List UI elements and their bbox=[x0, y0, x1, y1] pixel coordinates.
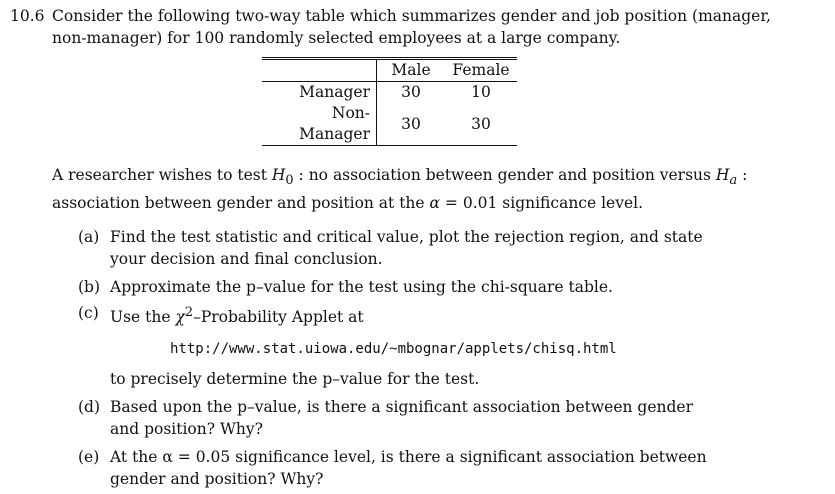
two-way-table bbox=[262, 57, 517, 146]
cell-nonmanager-male: 30 bbox=[401, 114, 421, 133]
item-text: Approximate the p–value for the test using the chi-square table. bbox=[110, 278, 613, 297]
item-text-continued: to precisely determine the p–value for the test. bbox=[110, 370, 480, 389]
problem-10-6 bbox=[10, 5, 825, 494]
list-item bbox=[52, 226, 825, 270]
item-label: (d) bbox=[78, 398, 101, 417]
row-label-manager: Manager bbox=[262, 82, 377, 104]
cell-manager-female: 10 bbox=[471, 83, 491, 101]
problem-number: 10.6 bbox=[10, 7, 45, 25]
row-label-non-manager: Non-Manager bbox=[262, 103, 377, 146]
list-item bbox=[52, 276, 825, 298]
hypothesis-line-1: A researcher wishes to test $H_0$ : no association between gender and position versus $H_a$ : bbox=[52, 166, 748, 189]
item-label: (e) bbox=[78, 448, 100, 467]
item-text: At the α = 0.05 significance level, is there a significant association between gender and position? Why? bbox=[110, 448, 707, 489]
item-text: Based upon the p–value, is there a significant association between gender and position? Why? bbox=[110, 398, 693, 439]
col-header-female: Female bbox=[452, 61, 510, 79]
question-list bbox=[52, 226, 825, 490]
problem-intro bbox=[52, 5, 772, 49]
item-text: Use the $\chi^2$–Probability Applet at http://www.stat.uiowa.edu/~mbognar/applets/chisq.html to precisely determine the p–value for the test. bbox=[110, 302, 710, 390]
hypothesis-paragraph bbox=[52, 164, 772, 214]
list-item bbox=[52, 302, 825, 390]
intro-line-1: Consider the following two-way table which summarizes gender and job position (manager, bbox=[52, 7, 771, 25]
cell-manager-male: 30 bbox=[401, 83, 421, 101]
hypothesis-line-2: association between gender and position at the α = 0.01 significance level. bbox=[52, 194, 644, 213]
item-label: (a) bbox=[78, 228, 100, 247]
list-item bbox=[52, 396, 825, 440]
item-label: (b) bbox=[78, 278, 101, 297]
applet-url[interactable]: http://www.stat.uiowa.edu/~mbognar/applets/chisq.html bbox=[170, 341, 617, 358]
table-row bbox=[262, 103, 517, 146]
item-label: (c) bbox=[78, 304, 99, 323]
problem-header bbox=[10, 5, 825, 49]
intro-line-2: non-manager) for 100 randomly selected employees at a large company. bbox=[52, 29, 621, 47]
list-item bbox=[52, 446, 825, 490]
table-corner bbox=[262, 59, 377, 82]
table-header-row bbox=[262, 59, 517, 82]
col-header-male: Male bbox=[391, 61, 431, 79]
cell-nonmanager-female: 30 bbox=[471, 114, 491, 133]
item-text: Find the test statistic and critical value, plot the rejection region, and state your decision and final conclusion. bbox=[110, 228, 703, 269]
table-row bbox=[262, 82, 517, 104]
